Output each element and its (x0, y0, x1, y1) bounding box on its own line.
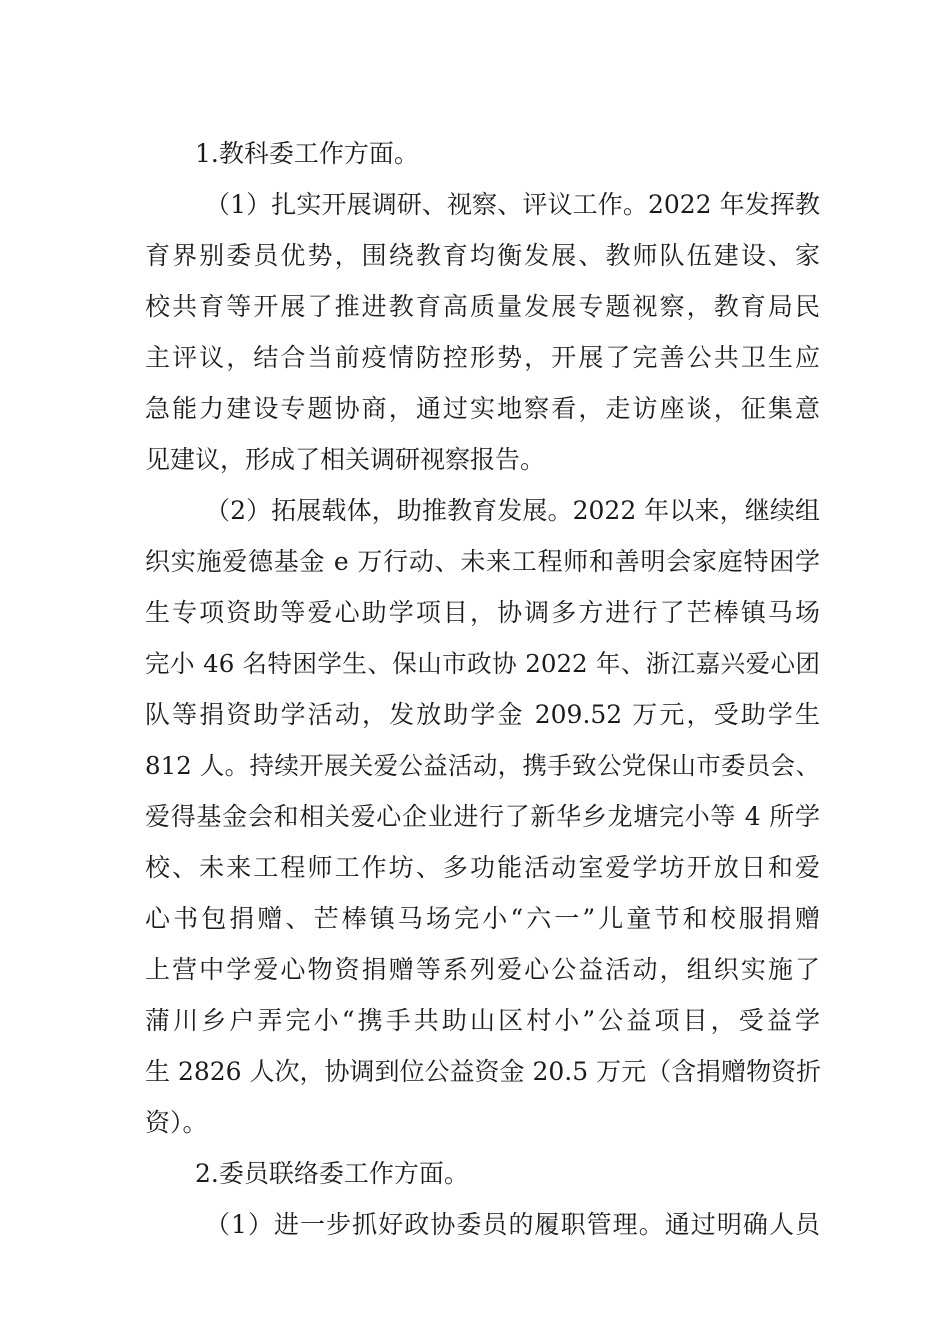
paragraph-line: 育界别委员优势，围绕教育均衡发展、教师队伍建设、家 (145, 241, 820, 270)
paragraph-line: 完小 46 名特困学生、保山市政协 2022 年、浙江嘉兴爱心团 (145, 649, 820, 678)
paragraph-line: （1）进一步抓好政协委员的履职管理。通过明确人员 (205, 1210, 820, 1239)
paragraph-line: 校、未来工程师工作坊、多功能活动室爱学坊开放日和爱 (145, 853, 820, 882)
section-heading: 2.委员联络委工作方面。 (195, 1159, 469, 1188)
document-body (145, 128, 820, 1250)
section-heading: 1.教科委工作方面。 (195, 139, 419, 168)
paragraph (145, 485, 820, 1148)
paragraph-line: （2）拓展载体，助推教育发展。2022 年以来，继续组 (205, 496, 820, 525)
paragraph (145, 179, 820, 485)
paragraph-line: 蒲川乡户弄完小“携手共助山区村小”公益项目，受益学 (145, 1006, 820, 1035)
paragraph (145, 1199, 820, 1250)
paragraph-line: （1）扎实开展调研、视察、评议工作。2022 年发挥教 (205, 190, 820, 219)
paragraph-line: 校共育等开展了推进教育高质量发展专题视察，教育局民 (145, 292, 820, 321)
paragraph-line: 织实施爱德基金 e 万行动、未来工程师和善明会家庭特困学 (145, 547, 820, 576)
paragraph-line: 爱得基金会和相关爱心企业进行了新华乡龙塘完小等 4 所学 (145, 802, 820, 831)
paragraph-line: 生专项资助等爱心助学项目，协调多方进行了芒棒镇马场 (145, 598, 820, 627)
paragraph-line: 上营中学爱心物资捐赠等系列爱心公益活动，组织实施了 (145, 955, 820, 984)
paragraph-line: 资）。 (145, 1108, 208, 1137)
paragraph-line: 队等捐资助学活动，发放助学金 209.52 万元，受助学生 (145, 700, 820, 729)
paragraph-line: 心书包捐赠、芒棒镇马场完小“六一”儿童节和校服捐赠 (145, 904, 820, 933)
paragraph-line: 812 人。持续开展关爱公益活动，携手致公党保山市委员会、 (145, 751, 820, 780)
paragraph-line: 见建议，形成了相关调研视察报告。 (145, 445, 546, 474)
paragraph-line: 主评议，结合当前疫情防控形势，开展了完善公共卫生应 (145, 343, 820, 372)
paragraph-line: 生 2826 人次，协调到位公益资金 20.5 万元（含捐赠物资折 (145, 1057, 822, 1086)
paragraph-line: 急能力建设专题协商，通过实地察看，走访座谈，征集意 (145, 394, 820, 423)
